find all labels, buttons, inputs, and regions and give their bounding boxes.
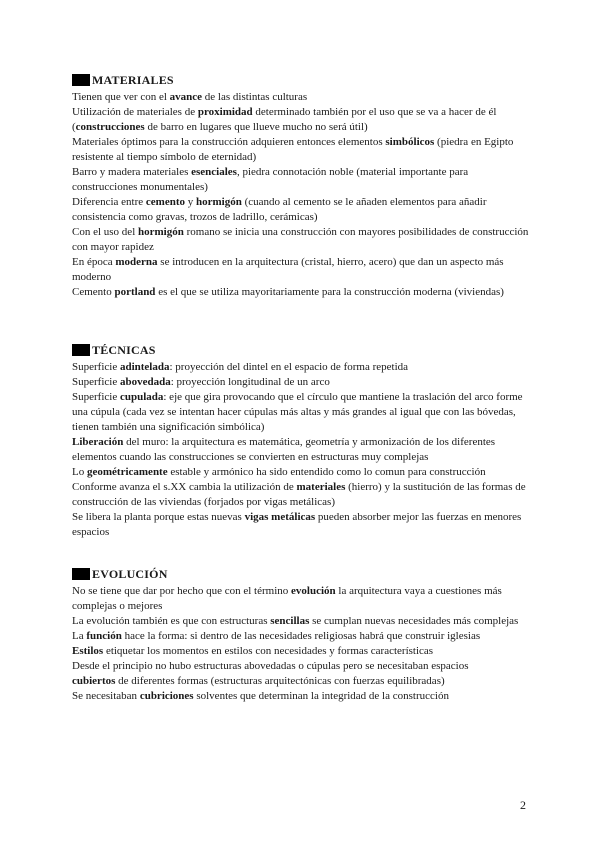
- bold-term: sencillas: [270, 615, 310, 627]
- text-run: : proyección del dintel en el espacio de forma repetida: [169, 361, 409, 373]
- paragraph: [72, 435, 532, 465]
- section-evolucion: [72, 566, 532, 704]
- text-run: , piedra connotación noble (material importante para construcciones monumentales): [72, 166, 469, 193]
- bold-term: avance: [169, 91, 203, 103]
- section-tecnicas: [72, 342, 532, 540]
- text-run: Lo: [72, 466, 87, 478]
- paragraph: [72, 510, 532, 540]
- paragraph: [72, 360, 532, 375]
- bold-term: Estilos: [72, 645, 104, 657]
- text-run: de diferentes formas (estructuras arquitectónicas con fuerzas equilibradas): [115, 675, 445, 687]
- text-run: etiquetar los momentos en estilos con necesidades y formas características: [103, 645, 434, 657]
- paragraph: [72, 285, 532, 300]
- paragraph: [72, 644, 532, 659]
- paragraph: [72, 689, 532, 704]
- text-run: Conforme avanza el s.XX cambia la utilización de: [72, 481, 297, 493]
- text-run: (hierro) y la sustitución de las formas de construcción de las viviendas (forjados por vigas metálicas): [72, 481, 526, 508]
- bold-term: proximidad: [197, 106, 253, 118]
- text-run: la arquitectura vaya a cuestiones más complejas o mejores: [72, 585, 502, 612]
- heading-marker-block: [72, 568, 90, 580]
- text-run: : eje que gira provocando que el círculo que mantiene la traslación del arco forme una cúpula (cada vez se intentan hacer cúpulas más altas y más grandes al igual que con las bóvedas, tienen también una significación simbólica): [72, 391, 523, 433]
- text-run: de barro en lugares que llueve mucho no será útil): [144, 121, 368, 133]
- text-run: Tienen que ver con el: [72, 91, 170, 103]
- bold-term: evolución: [291, 585, 336, 597]
- paragraph: [72, 480, 532, 510]
- section-title: MATERIALES: [92, 72, 174, 87]
- text-run: Barro y madera materiales: [72, 166, 192, 178]
- section-title: TÉCNICAS: [92, 342, 156, 357]
- text-run: solventes que determinan la integridad de la construcción: [193, 690, 449, 702]
- bold-term: portland: [114, 286, 156, 298]
- paragraph: [72, 375, 532, 390]
- paragraph: [72, 135, 532, 165]
- bold-term: cemento: [145, 196, 185, 208]
- bold-term: abovedada: [119, 376, 171, 388]
- paragraph: [72, 390, 532, 435]
- bold-term: moderna: [115, 256, 158, 268]
- bold-term: adintelada: [119, 361, 170, 373]
- text-run: (cuando al cemento se le añaden elementos para añadir consistencia como gravas, trozos de ladrillo, cerámicas): [72, 196, 487, 223]
- paragraph: [72, 105, 532, 135]
- text-run: Se necesitaban: [72, 690, 140, 702]
- paragraph: [72, 90, 532, 105]
- bold-term: materiales: [296, 481, 346, 493]
- bold-term: esenciales: [191, 166, 237, 178]
- paragraph: [72, 629, 532, 644]
- paragraph: [72, 584, 532, 614]
- text-run: se cumplan nuevas necesidades más complejas: [309, 615, 519, 627]
- text-run: hace la forma: si dentro de las necesidades religiosas habrá que construir iglesias: [121, 630, 481, 642]
- bold-term: función: [86, 630, 122, 642]
- text-run: : proyección longitudinal de un arco: [170, 376, 330, 388]
- text-run: Superficie: [72, 361, 120, 373]
- bold-term: cupulada: [119, 391, 164, 403]
- text-run: romano se inicia una construcción con mayores posibilidades de construcción con mayor rapidez: [72, 226, 529, 253]
- section-heading: [72, 342, 532, 358]
- text-run: se introducen en la arquitectura (cristal, hierro, acero) que dan un aspecto más moderno: [72, 256, 504, 283]
- text-run: es el que se utiliza mayoritariamente para la construcción moderna (viviendas): [155, 286, 504, 298]
- text-run: No se tiene que dar por hecho que con el término: [72, 585, 292, 597]
- text-run: La evolución también es que con estructuras: [72, 615, 271, 627]
- paragraph: [72, 674, 532, 689]
- bold-term: cubriciones: [139, 690, 194, 702]
- paragraph: [72, 614, 532, 629]
- text-run: Utilización de materiales de: [72, 106, 198, 118]
- paragraph: [72, 659, 532, 674]
- bold-term: simbólicos: [385, 136, 435, 148]
- section-materiales: [72, 72, 532, 300]
- bold-term: geométricamente: [86, 466, 168, 478]
- text-run: Diferencia entre: [72, 196, 146, 208]
- text-run: Cemento: [72, 286, 115, 298]
- text-run: de las distintas culturas: [202, 91, 308, 103]
- text-run: Se libera la planta porque estas nuevas: [72, 511, 245, 523]
- paragraph: [72, 255, 532, 285]
- text-run: (piedra en Egipto resistente al tiempo símbolo de eternidad): [72, 136, 514, 163]
- paragraph: [72, 465, 532, 480]
- text-run: Desde el principio no hubo estructuras abovedadas o cúpulas pero se necesitaban espacios: [72, 660, 469, 672]
- bold-term: hormigón: [138, 226, 184, 238]
- section-heading: [72, 566, 532, 582]
- paragraph: [72, 225, 532, 255]
- text-run: Materiales óptimos para la construcción adquieren entonces elementos: [72, 136, 386, 148]
- text-run: pueden absorber mejor las fuerzas en menores espacios: [72, 511, 522, 538]
- text-run: En época: [72, 256, 116, 268]
- heading-marker-block: [72, 74, 90, 86]
- text-run: estable y armónico ha sido entendido como lo comun para construcción: [167, 466, 486, 478]
- text-run: del muro: la arquitectura es matemática, geometría y armonización de los diferentes elementos cuando las construcciones se convierten en estructuras muy complejas: [72, 436, 496, 463]
- text-run: Con el uso del: [72, 226, 138, 238]
- bold-term: Liberación: [72, 436, 124, 448]
- bold-term: vigas metálicas: [244, 511, 316, 523]
- bold-term: cubiertos: [72, 675, 116, 687]
- text-run: Superficie: [72, 376, 120, 388]
- section-heading: [72, 72, 532, 88]
- paragraph: [72, 195, 532, 225]
- text-run: determinado también por el uso que se va a hacer de él (: [72, 106, 497, 133]
- section-title: EVOLUCIÓN: [92, 566, 168, 581]
- text-run: y: [185, 196, 196, 208]
- bold-term: construcciones: [75, 121, 145, 133]
- bold-term: hormigón: [196, 196, 242, 208]
- paragraph: [72, 165, 532, 195]
- text-run: La: [72, 630, 87, 642]
- heading-marker-block: [72, 344, 90, 356]
- page-number: 2: [520, 798, 526, 812]
- text-run: Superficie: [72, 391, 120, 403]
